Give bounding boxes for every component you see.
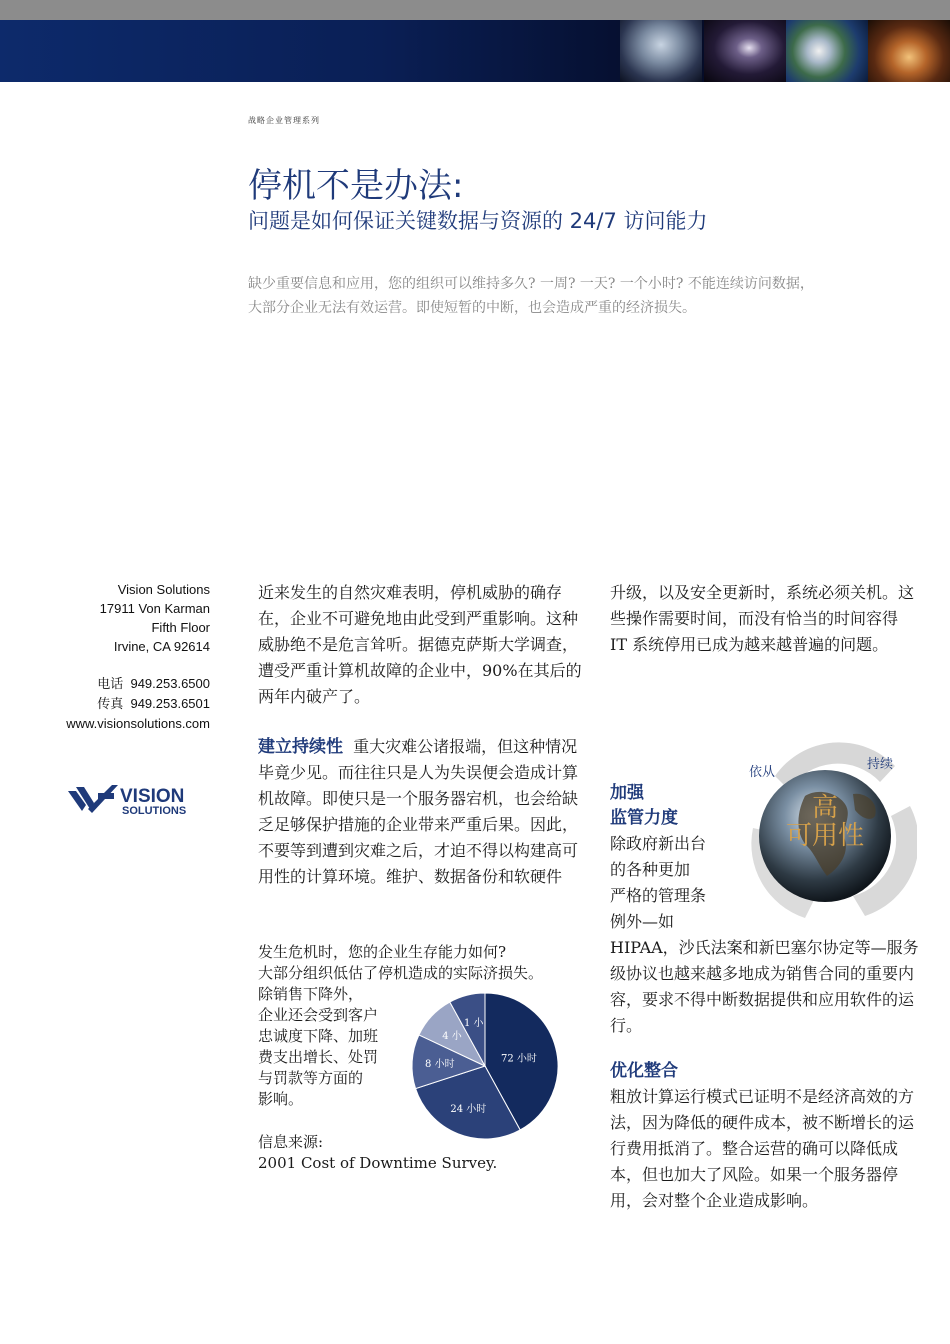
company-name: Vision Solutions xyxy=(117,582,210,597)
regulation-line-3: 严格的管理条 xyxy=(610,886,707,905)
survey-source: 2001 Cost of Downtime Survey. xyxy=(258,1154,498,1172)
heading-regulation-2: 监管力度 xyxy=(610,808,678,828)
globe-center-label-2: 可用性 xyxy=(785,821,865,851)
survey-line-2: 除销售下降外， xyxy=(258,985,364,1003)
paragraph-consolidation: 粗放计算运行模式已证明不是经济高效的方法，因为降低的硬件成本，被不断增长的运行费用抵消了。整合运营的确可以降低成本，但也加大了风险。如果一个服务器停用，会对整个企业造成影响。 xyxy=(610,1087,915,1210)
downtime-pie-chart xyxy=(408,992,562,1140)
paragraph-continuity xyxy=(258,734,586,890)
regulation-line-4: 例外—如 xyxy=(610,912,675,931)
high-availability-globe xyxy=(745,736,917,924)
heading-continuity: 建立持续性 xyxy=(258,737,343,757)
fire-photo xyxy=(868,20,950,82)
contact-block xyxy=(10,580,210,733)
street-address: 17911 Von Karman xyxy=(99,601,210,616)
survey-line-6: 与罚款等方面的 xyxy=(258,1069,364,1087)
continuity-body: 重大灾难公诸报端，但这种情况毕竟少见。而往往只是人为失误便会造成计算机故障。即使只是一个服务器宕机，也会给缺乏足够保护措施的企业带来严重后果。因此，不要等到遭到灾难之后，才迫不得以构建高可用性的计算环境。维护、数据备份和软硬件 xyxy=(258,737,579,886)
intro-paragraph xyxy=(248,272,888,320)
phone-line xyxy=(10,674,210,694)
survey-line-3: 企业还会受到客户 xyxy=(258,1006,379,1024)
survey-line-4: 忠诚度下降、加班 xyxy=(258,1027,379,1045)
survey-line-7: 影响。 xyxy=(258,1090,304,1108)
hurricane-photo xyxy=(786,20,868,82)
website-link[interactable]: www.visionsolutions.com xyxy=(66,716,210,731)
city-address: Irvine, CA 92614 xyxy=(113,639,210,654)
page-title: 停机不是办法: xyxy=(248,166,464,206)
fax-line xyxy=(10,694,210,714)
regulation-line-2: 的各种更加 xyxy=(610,860,691,879)
logo-text-solutions: SOLUTIONS xyxy=(122,805,187,817)
heading-regulation-1: 加强 xyxy=(610,783,644,803)
vision-solutions-logo xyxy=(68,783,203,819)
heading-consolidation: 优化整合 xyxy=(610,1061,678,1081)
tornado-photo xyxy=(620,20,702,82)
pie-label-2: 8 小时 xyxy=(425,1059,455,1071)
logo-text-vision: VISION xyxy=(120,786,185,807)
paragraph-disaster: 近来发生的自然灾难表明，停机威胁的确存在，企业不可避免地由此受到严重影响。这种威胁绝不是危言耸听。据德克萨斯大学调查，遭受严重计算机故障的企业中，90%在其后的两年内破产了。 xyxy=(258,583,582,706)
column-2 xyxy=(610,580,920,658)
globe-center-label-1: 高 xyxy=(811,793,839,823)
phone-label: 电话 xyxy=(97,677,124,692)
floor-address: Fifth Floor xyxy=(151,620,210,635)
series-label: 战略企业管理系列 xyxy=(248,116,320,125)
paragraph-upgrade: 升级，以及安全更新时，系统必须关机。这些操作需要时间，而没有恰当的时间容得 IT 系统停用已成为越来越普遍的问题。 xyxy=(610,583,915,654)
pie-label-0: 72 小时 xyxy=(500,1053,537,1065)
lightning-photo xyxy=(704,20,786,82)
phone-number: 949.253.6500 xyxy=(130,676,210,691)
pie-label-3: 4 小 xyxy=(442,1031,462,1043)
fax-number: 949.253.6501 xyxy=(130,696,210,711)
fax-label: 传真 xyxy=(97,697,124,712)
consolidation-section xyxy=(610,1058,920,1214)
survey-source-label: 信息来源: xyxy=(258,1133,324,1151)
intro-line-2: 大部分企业无法有效运营。即使短暂的中断，也会造成严重的经济损失。 xyxy=(248,300,696,316)
pie-label-4: 1 小 xyxy=(463,1018,484,1030)
paragraph-hipaa: HIPAA，沙氏法案和新巴塞尔协定等—服务级协议也越来越多地成为销售合同的重要内容，要求不得中断数据提供和应用软件的运行。 xyxy=(610,938,919,1035)
column-1 xyxy=(258,580,586,890)
regulation-line-1: 除政府新出台 xyxy=(610,834,707,853)
survey-line-1: 大部分组织低估了停机造成的实际济损失。 xyxy=(258,964,544,982)
top-gray-bar xyxy=(0,0,950,20)
globe-label-compliance: 依从 xyxy=(749,765,776,780)
intro-line-1: 缺少重要信息和应用，您的组织可以维持多久? 一周? 一天? 一个小时? 不能连续访问数据， xyxy=(248,276,814,292)
survey-line-5: 费支出增长、处罚 xyxy=(258,1048,379,1066)
page-subtitle: 问题是如何保证关键数据与资源的 24/7 访问能力 xyxy=(248,209,708,233)
header-banner xyxy=(0,20,950,82)
globe-label-continuity: 持续 xyxy=(867,757,894,772)
survey-question: 发生危机时，您的企业生存能力如何? xyxy=(258,943,507,961)
pie-label-1: 24 小时 xyxy=(450,1104,487,1116)
